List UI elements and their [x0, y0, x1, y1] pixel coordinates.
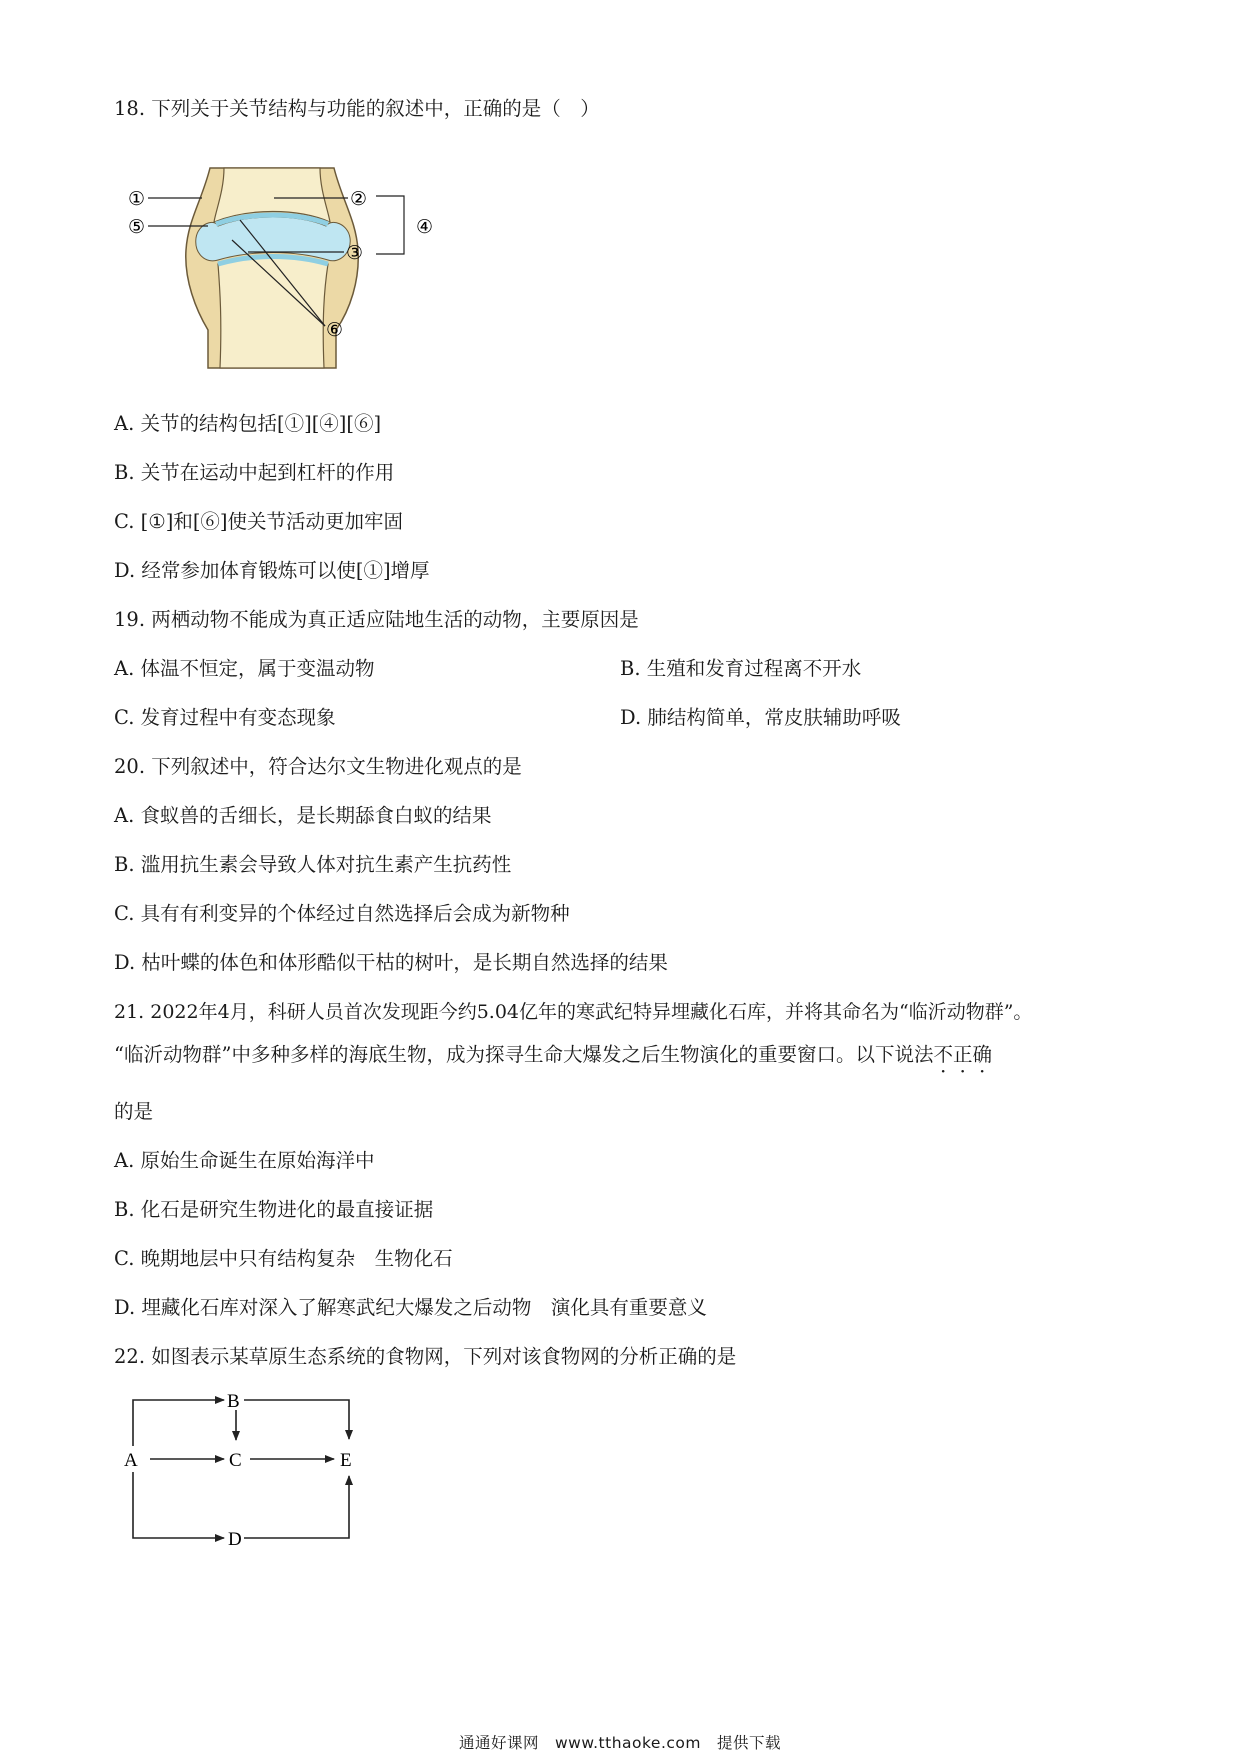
node-b: B	[227, 1391, 240, 1412]
label-4: ④	[416, 217, 434, 238]
q20-option-a: A. 食蚁兽的舌细长，是长期舔食白蚁的结果	[114, 804, 492, 827]
q19-option-d: D. 肺结构简单，常皮肤辅助呼吸	[620, 706, 901, 729]
q21-option-c: C. 晚期地层中只有结构复杂 生物化石	[114, 1247, 453, 1270]
label-2: ②	[350, 189, 368, 210]
q21-option-b: B. 化石是研究生物进化的最直接证据	[114, 1198, 434, 1221]
q20-option-c: C. 具有有利变异的个体经过自然选择后会成为新物种	[114, 902, 570, 925]
node-e: E	[340, 1450, 352, 1471]
node-a: A	[124, 1450, 138, 1471]
q20-stem: 20. 下列叙述中，符合达尔文生物进化观点的是	[114, 755, 522, 778]
label-5: ⑤	[128, 217, 146, 238]
q21-stem-line2	[114, 1042, 992, 1068]
q18-stem: 18. 下列关于关节结构与功能的叙述中，正确的是（ ）	[114, 97, 600, 120]
q20-option-d: D. 枯叶蝶的体色和体形酷似干枯的树叶，是长期自然选择的结果	[114, 951, 668, 974]
q19-stem: 19. 两栖动物不能成为真正适应陆地生活的动物，主要原因是	[114, 608, 639, 631]
q18-option-d: D. 经常参加体育锻炼可以使[①]增厚	[114, 559, 430, 582]
emphasis-char-1: 不	[933, 1043, 953, 1066]
node-c: C	[229, 1450, 242, 1471]
q22-stem: 22. 如图表示某草原生态系统的食物网，下列对该食物网的分析正确的是	[114, 1345, 737, 1368]
q21-stem-line1: 21. 2022年4月，科研人员首次发现距今约5.04亿年的寒武纪特异埋藏化石库，并将其命名为“临沂动物群”。	[114, 1001, 1033, 1023]
q21-option-a: A. 原始生命诞生在原始海洋中	[114, 1149, 375, 1172]
q19-option-b: B. 生殖和发育过程离不开水	[620, 657, 862, 680]
q20-option-b: B. 滥用抗生素会导致人体对抗生素产生抗药性	[114, 853, 512, 876]
page-footer: 通通好课网 www.tthaoke.com 提供下载	[459, 1734, 781, 1752]
q18-option-a: A. 关节的结构包括[①][④][⑥]	[114, 412, 382, 435]
edge-a-d	[133, 1472, 224, 1538]
q21-option-d: D. 埋藏化石库对深入了解寒武纪大爆发之后动物 演化具有重要意义	[114, 1296, 707, 1319]
emphasis-char-2: 正	[952, 1043, 973, 1066]
q21-stem-line3: 的是	[114, 1100, 154, 1123]
food-web-diagram	[120, 1386, 380, 1566]
q19-option-a: A. 体温不恒定，属于变温动物	[114, 657, 375, 680]
edge-d-e	[244, 1476, 349, 1538]
joint-structure-figure	[128, 160, 508, 390]
edge-b-e	[244, 1400, 349, 1439]
lower-bone	[218, 257, 328, 369]
node-d: D	[228, 1529, 242, 1550]
label-6: ⑥	[326, 320, 344, 341]
q19-option-c: C. 发育过程中有变态现象	[114, 706, 336, 729]
q18-option-b: B. 关节在运动中起到杠杆的作用	[114, 461, 395, 484]
label-3: ③	[346, 243, 364, 264]
edge-a-b	[133, 1400, 224, 1446]
q21-stem-line2-text: “临沂动物群”中多种多样的海底生物，成为探寻生命大爆发之后生物演化的重要窗口。以下说法	[114, 1043, 934, 1066]
label-1: ①	[128, 189, 146, 210]
emphasis-char-3: 确	[972, 1043, 992, 1066]
q18-option-c: C. [①]和[⑥]使关节活动更加牢固	[114, 510, 404, 533]
